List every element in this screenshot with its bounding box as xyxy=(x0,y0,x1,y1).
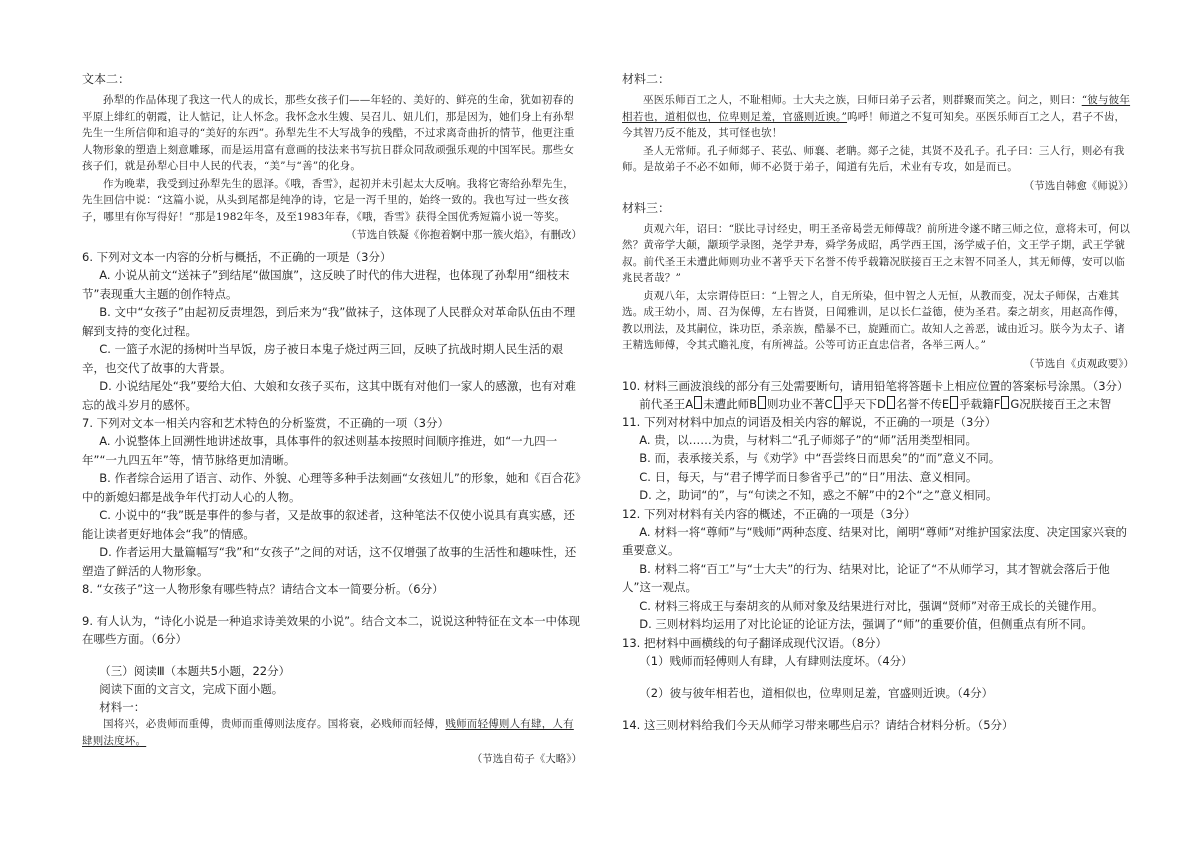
question-13: 13. 把材料中画横线的句子翻译成现代汉语。（8分） xyxy=(622,635,888,650)
break-box xyxy=(758,396,766,409)
question-7-option-a: A. 小说整体上回溯性地讲述故事，具体事件的叙述则基本按照时间顺序推进，如“一九四一年”“一九四五年”等，情节脉络更加清晰。 xyxy=(82,434,558,467)
question-12-option-b: B. 材料二将“百工”与“士大夫”的行为、结果对比，论证了“不从师学习，其才智就会落后于他人”这一观点。 xyxy=(622,561,1110,594)
question-7-option-d: D. 作者运用大量篇幅写“我”和“女孩子”之间的对话，这不仅增强了故事的生活性和趣味性，还塑造了鲜活的人物形象。 xyxy=(82,545,577,578)
question-6: 6. 下列对文本一内容的分析与概括，不正确的一项是（3分） xyxy=(82,250,392,264)
question-11-option-c: C. 日，每天，与“君子博学而日参省乎己”的“日”用法、意义相同。 xyxy=(639,469,978,484)
question-14: 14. 这三则材料给我们今天从师学习带来哪些启示？请结合材料分析。（5分） xyxy=(622,717,1014,732)
underlined-sentence: 贱师而轻傅则人有肆，人有肆则法度坏。 xyxy=(82,718,574,747)
answer-space xyxy=(82,598,582,612)
material-2-paragraph-1: 巫医乐师百工之人，不耻相师。士大夫之族，曰师曰弟子云者，则群聚而笑之。问之，则曰：“彼与彼年相若也，道相似也，位卑则足羞，官盛则近谀。”呜呼！师道之不复可知矣。巫医乐师百工之人，君子不齿，今其智乃反不能及，其可怪也欤！ xyxy=(622,94,1131,139)
underlined-sentence: “彼与彼年相若也，道相似也，位卑则足羞，官盛则近谀。” xyxy=(622,94,1131,123)
material-1-heading: 材料一： xyxy=(99,700,146,714)
section-3-intro: 阅读下面的文言文，完成下面小题。 xyxy=(99,682,284,696)
break-box xyxy=(834,396,842,409)
break-box xyxy=(1001,396,1009,409)
break-box xyxy=(950,396,958,409)
material-3-paragraph-1: 贞观六年，诏曰：“朕比寻讨经史，明王圣帝曷尝无师傅哉？前所进令遂不睹三师之位，意将未可，何以然？黄帝学大颠，颛顼学录图，尧学尹寿，舜学务成昭，禹学西王国，汤学威子伯，文王学子期，武王学虢叔。前代圣王未遭此师则功业不著乎天下名誉不传乎载籍况朕接百王之末智不同圣人，其无师傅，安可以临兆民者哉？” xyxy=(622,222,1131,284)
question-9: 9. 有人认为，“诗化小说是一种追求诗美效果的小说”。结合文本二，说说这种特征在文本一中体现在哪些方面。（6分） xyxy=(82,614,581,646)
answer-space xyxy=(622,702,1134,716)
question-10: 10. 材料三画波浪线的部分有三处需要断句，请用铅笔将答题卡上相应位置的答案标号涂黑。（3分） xyxy=(622,378,1129,393)
question-7: 7. 下列对文本一相关内容和艺术特色的分析鉴赏，不正确的一项（3分） xyxy=(82,416,449,430)
question-13-part-2: （2）彼与彼年相若也，道相似也，位卑则足羞，官盛则近谀。（4分） xyxy=(639,685,994,700)
material-3-heading: 材料三： xyxy=(622,200,671,215)
question-11-option-a: A. 贵，以……为贵，与材料二“孔子师郯子”的“师”活用类型相同。 xyxy=(639,432,978,447)
question-13-part-1: （1）贱师而轻傅则人有肆，人有肆则法度坏。（4分） xyxy=(639,653,913,668)
section-3-heading: （三）阅读Ⅲ（本题共5小题，22分） xyxy=(99,664,291,678)
material-1-source: （节选自荀子《大略》） xyxy=(471,753,582,765)
material-1-text: 国将兴，必贵师而重傅，贵师而重傅则法度存。国将衰，必贱师而轻傅，贱师而轻傅则人有肆，人有肆则法度坏。 xyxy=(82,718,574,747)
material-3-source: （节选自《贞观政要》） xyxy=(1023,357,1134,370)
material-2-heading: 材料二： xyxy=(622,72,671,86)
question-11-option-d: D. 之，助词“的”，与“句读之不知，惑之不解”中的2个“之”意义相同。 xyxy=(639,488,998,502)
question-6-option-d: D. 小说结尾处“我”要给大伯、大娘和女孩子买布，这其中既有对他们一家人的感激，也有对难忘的战斗岁月的感怀。 xyxy=(82,379,576,412)
question-11-option-b: B. 而，表承接关系，与《劝学》中“吾尝终日而思矣”的“而”意义不同。 xyxy=(639,451,1001,465)
question-12-option-d: D. 三则材料均运用了对比论证的论证方法，强调了“师”的重要价值，但侧重点有所不同。 xyxy=(639,617,1093,631)
right-column xyxy=(622,70,1134,734)
answer-space xyxy=(82,648,582,662)
question-8: 8. “女孩子”这一人物形象有哪些特点？请结合文本一简要分析。（6分） xyxy=(82,582,444,596)
break-box xyxy=(887,396,895,409)
question-6-option-a: A. 小说从前文“送袜子”到结尾“做国旗”，这反映了时代的伟大进程，也体现了孙犁用“细枝末节”表现重大主题的创作特点。 xyxy=(82,268,570,301)
question-7-option-b: B. 作者综合运用了语言、动作、外貌、心理等多种手法刻画“女孩妞儿”的形象，她和《百合花》中的新媳妇都是战争年代打动人心的人物。 xyxy=(82,471,581,504)
question-6-option-c: C. 一篮子水泥的扬树叶当早饭，房子被日本鬼子烧过两三回，反映了抗战时期人民生活的艰辛，也交代了故事的大背景。 xyxy=(82,342,564,375)
left-column xyxy=(82,70,582,772)
answer-space xyxy=(622,670,1134,684)
material-2-paragraph-2: 圣人无常师。孔子师郯子、苌弘、师襄、老聃。郯子之徒，其贤不及孔子。孔子曰：三人行，则必有我师。是故弟子不必不如师，师不必贤于弟子，闻道有先后，术业有专攻，如是而已。 xyxy=(622,144,1125,173)
question-10-sentence: 前代圣王A 未遭此师B 则功业不著C 乎天下D 名誉不传E 乎载籍F G况朕接百王之末智 xyxy=(639,396,1112,411)
question-12-option-c: C. 材料三将成王与秦胡亥的从师对象及结果进行对比，强调“贤师”对帝王成长的关键作用。 xyxy=(639,598,1104,613)
question-6-option-b: B. 文中“女孩子”由起初反责埋怨，到后来为“我”做袜子，这体现了人民群众对革命队伍由不理解到支持的变化过程。 xyxy=(82,305,576,338)
text2-source: （节选自铁凝《你抱着婀中那一簇火焰》，有删改） xyxy=(345,229,582,241)
question-12: 12. 下列对材料有关内容的概述，不正确的一项是（3分） xyxy=(622,506,916,521)
break-box xyxy=(694,396,702,409)
question-11: 11. 下列对材料中加点的词语及相关内容的解说，不正确的一项是（3分） xyxy=(622,414,997,429)
question-7-option-c: C. 小说中的“我”既是事件的参与者，又是故事的叙述者，这种笔法不仅使小说具有真实感，还能让读者更好地体会“我”的情感。 xyxy=(82,508,576,541)
text2-paragraph-1: 孙犁的作品体现了我这一代人的成长，那些女孩子们——年轻的、美好的、鲜亮的生命，犹如初春的平原上绯红的朝霞，让人惦记，让人怀念。我怀念水生嫂、吴召儿、妞儿们，那是因为，她们身上有孙犁先生一生所信仰和追寻的“美好的东西”。孙犁先生不大写战争的残酷，不过求离奇曲折的情节，他更注重人物形象的塑造上刻意雕琢，而是运用富有意画的技法来书写抗日群众同敌顽强乐观的中国军民。那些女孩子们，就是孙犁心目中人民的代表，“美”与“善”的化身。 xyxy=(82,94,575,172)
text2-heading: 文本二： xyxy=(82,72,131,86)
question-12-option-a: A. 材料一将“尊师”与“贱师”两种态度、结果对比，阐明“尊师”对维护国家法度、决定国家兴衰的重要意义。 xyxy=(622,524,1127,557)
material-3-paragraph-2: 贞观八年，太宗谓侍臣曰：“上智之人，自无所染，但中智之人无恒，从教而变，况太子师保，古难其选。成王幼小，周、召为保傅，左右皆贤，日闻雅训，足以长仁益德，使为圣君。秦之胡亥，用赵高作傅，教以刑法，及其嗣位，诛功臣，杀亲族，酷暴不已，旋踵而亡。故知人之善恶，诚由近习。朕今为太子、诸王精选师傅，令其式瞻礼度，有所裨益。公等可访正直忠信者，各举三两人。” xyxy=(622,289,1125,351)
text2-paragraph-2: 作为晚辈，我受到过孙犁先生的恩泽。《哦，香雪》，起初并未引起太大反响。我将它寄给孙犁先生，先生回信中说：“这篇小说，从头到尾都是纯净的诗，它是一泻千里的，始终一致的。我也写过一些女孩子，哪里有你写得好！”那是1982年冬，及至1983年春，《哦，香雪》获得全国优秀短篇小说一等奖。 xyxy=(82,177,574,223)
material-2-source: （节选自韩愈《师说》） xyxy=(1023,179,1134,192)
